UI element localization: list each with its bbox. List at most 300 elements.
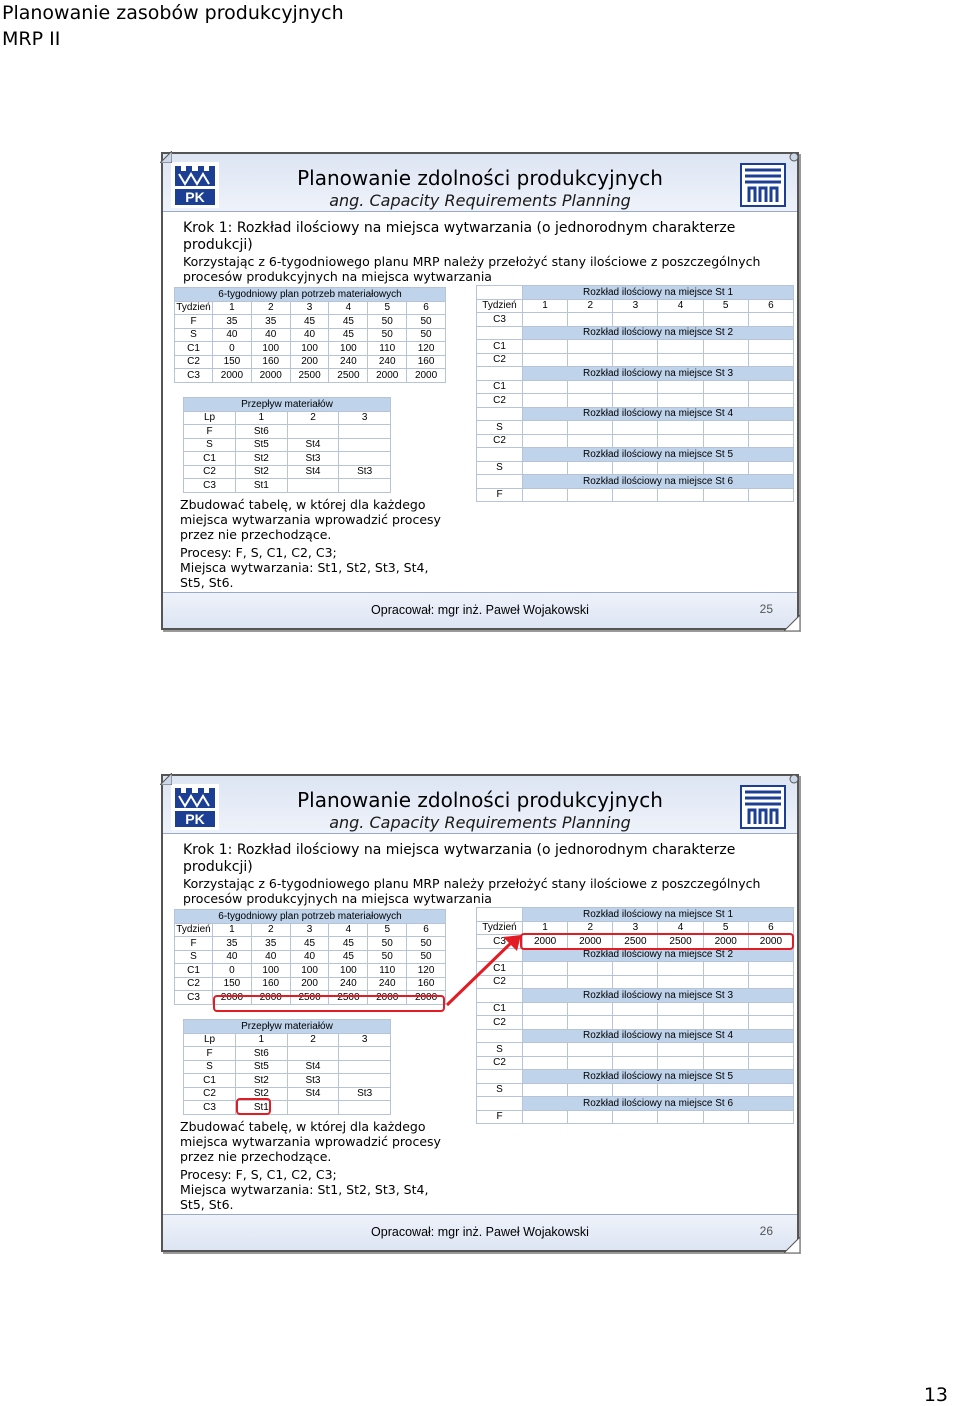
plan-header-cell: 4 (329, 923, 368, 937)
empty-cell (477, 407, 523, 421)
plan-cell: 50 (407, 937, 446, 951)
table-row (175, 937, 446, 951)
plan-cell: C1 (175, 964, 213, 978)
flow-cell: St2 (236, 465, 288, 479)
distribution-cell (613, 1002, 658, 1016)
slide (161, 774, 799, 1252)
distribution-cell (658, 1002, 703, 1016)
flow-header-cell: Lp (184, 1033, 236, 1047)
material-flow-caption: Przepływ materiałów (184, 1020, 391, 1034)
distribution-cell: 2000 (523, 935, 568, 949)
process-label: F (477, 1110, 523, 1124)
plan-cell: 35 (213, 937, 252, 951)
process-label: C2 (477, 1016, 523, 1030)
slide-title: Planowanie zdolności produkcyjnych (297, 166, 663, 190)
distribution-cell (613, 340, 658, 354)
flow-header-cell: 2 (287, 411, 339, 425)
flow-cell: S (184, 438, 236, 452)
table-row (477, 313, 794, 327)
plan-cell: 35 (251, 315, 290, 329)
plan-cell: 240 (368, 355, 407, 369)
build-instruction: Zbudować tabelę, w której dla każdego miejsca wytwarzania wprowadzić procesy przez nie przechodzące. (180, 497, 441, 542)
material-flow-table (183, 397, 391, 493)
corner-fold-icon (160, 151, 172, 163)
flow-cell (339, 479, 391, 493)
flow-cell (287, 1101, 339, 1115)
corner-fold-icon (160, 773, 172, 785)
distribution-cell (748, 1043, 793, 1057)
plan-cell: 150 (213, 355, 252, 369)
table-row (175, 977, 446, 991)
distribution-cell (748, 1002, 793, 1016)
empty-cell (477, 367, 523, 381)
plan-header-cell: 6 (407, 923, 446, 937)
table-row (175, 355, 446, 369)
plan-cell: F (175, 315, 213, 329)
flow-cell: C1 (184, 1074, 236, 1088)
distribution-cell (568, 1110, 613, 1124)
distribution-header-cell: 3 (613, 921, 658, 935)
table-row (184, 1087, 391, 1101)
workplaces-line: Miejsca wytwarzania: St1, St2, St3, St4, St5, St6. (180, 560, 429, 590)
material-flow-caption: Przepływ materiałów (184, 398, 391, 412)
corner-fold-icon (784, 1237, 800, 1253)
distribution-cell (523, 353, 568, 367)
processes-line: Procesy: F, S, C1, C2, C3; (180, 1167, 337, 1182)
plan-cell: S (175, 328, 213, 342)
distribution-cell (658, 1016, 703, 1030)
distribution-cell (613, 1110, 658, 1124)
flow-cell: C1 (184, 452, 236, 466)
distribution-cell (568, 975, 613, 989)
plan-cell: 50 (407, 328, 446, 342)
plan-cell: 35 (213, 315, 252, 329)
plan-cell: C3 (175, 991, 213, 1005)
distribution-cell (523, 488, 568, 502)
plan-cell: 45 (329, 315, 368, 329)
corner-fold-icon (784, 615, 800, 631)
distribution-cell (703, 313, 748, 327)
plan-cell: 100 (251, 964, 290, 978)
plan-cell: 40 (251, 950, 290, 964)
distribution-cell (613, 488, 658, 502)
distribution-cell (523, 1083, 568, 1097)
flow-cell (339, 452, 391, 466)
distribution-header-cell: Tydzień (477, 299, 523, 313)
flow-cell: St4 (287, 465, 339, 479)
distribution-cell: 2000 (748, 935, 793, 949)
distribution-caption: Rozkład ilościowy na miejsce St 1 (523, 908, 794, 922)
flow-cell: St4 (287, 1087, 339, 1101)
flow-cell: St2 (236, 1087, 288, 1101)
plan-cell: 0 (213, 964, 252, 978)
plan-cell: 100 (251, 342, 290, 356)
plan-cell: 40 (213, 950, 252, 964)
distribution-cell: 2500 (658, 935, 703, 949)
table-row (477, 461, 794, 475)
distribution-cell (658, 1110, 703, 1124)
distribution-cell (748, 434, 793, 448)
distribution-cell (658, 962, 703, 976)
distribution-table (476, 285, 794, 502)
flow-cell (339, 1060, 391, 1074)
distribution-cell (658, 380, 703, 394)
plan-cell: 2500 (290, 991, 329, 1005)
distribution-header-cell: 2 (568, 299, 613, 313)
processes-text (180, 1167, 450, 1212)
distribution-header-cell: 6 (748, 299, 793, 313)
distribution-caption: Rozkład ilościowy na miejsce St 4 (523, 1029, 794, 1043)
distribution-header-cell: 1 (523, 299, 568, 313)
table-row (477, 1110, 794, 1124)
plan-cell: 50 (368, 937, 407, 951)
plan-cell: 2500 (290, 369, 329, 383)
distribution-caption: Rozkład ilościowy na miejsce St 5 (523, 448, 794, 462)
process-label: C1 (477, 1002, 523, 1016)
distribution-header-cell: 6 (748, 921, 793, 935)
plan-cell: 240 (329, 977, 368, 991)
plan-header-cell: 1 (213, 923, 252, 937)
flow-cell: C2 (184, 465, 236, 479)
flow-header-cell: 3 (339, 1033, 391, 1047)
plan-cell: 45 (290, 937, 329, 951)
distribution-cell (523, 1056, 568, 1070)
processes-text (180, 545, 450, 590)
flow-cell: St3 (339, 465, 391, 479)
distribution-cell (658, 461, 703, 475)
flow-header-cell: 1 (236, 1033, 288, 1047)
plan-cell: 50 (407, 950, 446, 964)
empty-cell (477, 1070, 523, 1084)
faculty-logo-icon (739, 162, 787, 208)
distribution-cell (703, 1083, 748, 1097)
plan-cell: 2000 (213, 369, 252, 383)
flow-cell: St5 (236, 438, 288, 452)
flow-cell: St3 (339, 1087, 391, 1101)
distribution-cell (748, 975, 793, 989)
distribution-cell (613, 1056, 658, 1070)
distribution-cell (613, 975, 658, 989)
distribution-caption: Rozkład ilościowy na miejsce St 3 (523, 367, 794, 381)
distribution-cell (568, 461, 613, 475)
table-row (184, 465, 391, 479)
empty-cell (477, 1029, 523, 1043)
process-label: S (477, 421, 523, 435)
distribution-cell: 2000 (703, 935, 748, 949)
distribution-caption: Rozkład ilościowy na miejsce St 3 (523, 989, 794, 1003)
author-text: Opracował: mgr inż. Paweł Wojakowski (371, 603, 589, 617)
plan-cell: 110 (368, 342, 407, 356)
flow-cell (339, 1101, 391, 1115)
slide (161, 152, 799, 630)
distribution-cell (568, 1083, 613, 1097)
empty-cell (477, 286, 523, 300)
distribution-cell (658, 340, 703, 354)
plan-cell: 50 (407, 315, 446, 329)
process-label: C2 (477, 975, 523, 989)
plan-cell: 200 (290, 355, 329, 369)
plan-header-cell: 4 (329, 301, 368, 315)
distribution-cell: 2500 (613, 935, 658, 949)
plan-cell: 40 (290, 328, 329, 342)
distribution-cell (703, 1016, 748, 1030)
flow-cell: F (184, 425, 236, 439)
corner-fold-icon (788, 151, 800, 163)
plan-cell: 2500 (329, 991, 368, 1005)
flow-cell: St3 (287, 1074, 339, 1088)
plan-header-cell: 6 (407, 301, 446, 315)
step-description: Korzystając z 6-tygodniowego planu MRP należy przełożyć stany ilościowe z poszczególnych procesów produkcyjnych na miejsca wytwarzania (183, 876, 761, 906)
table-row (175, 964, 446, 978)
plan-header-cell: 1 (213, 301, 252, 315)
distribution-cell (523, 434, 568, 448)
table-row (184, 438, 391, 452)
distribution-cell (748, 1056, 793, 1070)
mrp-plan-caption: 6-tygodniowy plan potrzeb materiałowych (175, 910, 446, 924)
flow-cell: St2 (236, 452, 288, 466)
distribution-cell (703, 353, 748, 367)
plan-cell: 40 (251, 328, 290, 342)
table-row (477, 1016, 794, 1030)
distribution-header-cell: 1 (523, 921, 568, 935)
plan-cell: 160 (251, 355, 290, 369)
svg-text:PK: PK (185, 811, 205, 827)
process-label: S (477, 1083, 523, 1097)
distribution-cell (658, 1083, 703, 1097)
plan-header-cell: 3 (290, 923, 329, 937)
distribution-header-cell: 4 (658, 921, 703, 935)
distribution-cell (568, 1002, 613, 1016)
plan-cell: 2500 (329, 369, 368, 383)
st1-flow-highlight (236, 1098, 271, 1115)
distribution-cell (568, 421, 613, 435)
plan-header-cell: 2 (251, 301, 290, 315)
distribution-cell (613, 962, 658, 976)
distribution-cell (703, 461, 748, 475)
corner-fold-icon (788, 773, 800, 785)
distribution-cell (613, 1083, 658, 1097)
distribution-cell (658, 353, 703, 367)
mrp-plan-caption: 6-tygodniowy plan potrzeb materiałowych (175, 288, 446, 302)
table-row (477, 488, 794, 502)
flow-cell: St1 (236, 479, 288, 493)
plan-cell: 45 (329, 937, 368, 951)
flow-cell: F (184, 1047, 236, 1061)
flow-cell (287, 479, 339, 493)
table-row (184, 479, 391, 493)
plan-cell: 2000 (251, 991, 290, 1005)
table-row (477, 434, 794, 448)
plan-cell: C3 (175, 369, 213, 383)
process-label: S (477, 1043, 523, 1057)
plan-cell: C2 (175, 355, 213, 369)
distribution-cell (748, 1083, 793, 1097)
plan-cell: 2000 (251, 369, 290, 383)
plan-cell: 100 (290, 342, 329, 356)
plan-cell: 160 (407, 977, 446, 991)
document-title (2, 0, 344, 52)
distribution-cell (748, 421, 793, 435)
build-instruction: Zbudować tabelę, w której dla każdego miejsca wytwarzania wprowadzić procesy przez nie przechodzące. (180, 1119, 441, 1164)
process-label: C2 (477, 394, 523, 408)
distribution-cell (568, 1043, 613, 1057)
distribution-cell (703, 421, 748, 435)
step-heading: Krok 1: Rozkład ilościowy na miejsca wytwarzania (o jednorodnym charakterze produkcji) (183, 220, 736, 253)
page-number: 13 (923, 1384, 948, 1406)
table-row (477, 1043, 794, 1057)
slide-footer (163, 1214, 797, 1250)
plan-cell: 160 (251, 977, 290, 991)
table-row (175, 342, 446, 356)
table-row (477, 380, 794, 394)
distribution-header-cell: 4 (658, 299, 703, 313)
distribution-cell (568, 380, 613, 394)
flow-cell: S (184, 1060, 236, 1074)
distribution-cell (703, 488, 748, 502)
plan-cell: 50 (368, 328, 407, 342)
distribution-cell (658, 1043, 703, 1057)
distribution-caption: Rozkład ilościowy na miejsce St 6 (523, 1097, 794, 1111)
distribution-cell (703, 434, 748, 448)
distribution-cell (703, 962, 748, 976)
flow-cell: St2 (236, 1074, 288, 1088)
distribution-cell (748, 962, 793, 976)
distribution-cell (658, 488, 703, 502)
table-row (175, 369, 446, 383)
distribution-caption: Rozkład ilościowy na miejsce St 5 (523, 1070, 794, 1084)
table-row (184, 1074, 391, 1088)
distribution-cell (568, 340, 613, 354)
processes-line: Procesy: F, S, C1, C2, C3; (180, 545, 337, 560)
distribution-cell (748, 461, 793, 475)
distribution-cell (748, 340, 793, 354)
distribution-cell (613, 353, 658, 367)
flow-header-cell: Lp (184, 411, 236, 425)
distribution-cell (703, 1043, 748, 1057)
table-row (477, 421, 794, 435)
process-label: C3 (477, 935, 523, 949)
process-label: C1 (477, 380, 523, 394)
st1-c3-highlight (520, 933, 794, 950)
distribution-cell (568, 1056, 613, 1070)
distribution-cell (703, 340, 748, 354)
plan-cell: 2000 (213, 991, 252, 1005)
plan-cell: F (175, 937, 213, 951)
plan-cell: S (175, 950, 213, 964)
flow-cell (339, 425, 391, 439)
slide-subtitle: ang. Capacity Requirements Planning (329, 191, 631, 210)
table-row (477, 1083, 794, 1097)
table-row (184, 452, 391, 466)
flow-cell: St4 (287, 438, 339, 452)
plan-cell: 100 (329, 964, 368, 978)
distribution-cell (613, 313, 658, 327)
plan-header-cell: 5 (368, 923, 407, 937)
distribution-cell (523, 313, 568, 327)
flow-header-cell: 1 (236, 411, 288, 425)
flow-cell: C3 (184, 1101, 236, 1115)
flow-cell: St1 (236, 1101, 288, 1115)
flow-cell: St4 (287, 1060, 339, 1074)
table-row (184, 1047, 391, 1061)
distribution-cell (613, 461, 658, 475)
process-label: C1 (477, 340, 523, 354)
distribution-cell (658, 421, 703, 435)
table-row (175, 950, 446, 964)
distribution-cell (748, 1110, 793, 1124)
process-label: C1 (477, 962, 523, 976)
distribution-cell (568, 434, 613, 448)
plan-cell: 40 (213, 328, 252, 342)
distribution-cell (658, 1056, 703, 1070)
flow-cell: St5 (236, 1060, 288, 1074)
distribution-cell (658, 394, 703, 408)
process-label: S (477, 461, 523, 475)
distribution-cell (703, 975, 748, 989)
distribution-cell (658, 313, 703, 327)
distribution-cell (613, 1016, 658, 1030)
empty-cell (477, 1097, 523, 1111)
step-description: Korzystając z 6-tygodniowego planu MRP należy przełożyć stany ilościowe z poszczególnych procesów produkcyjnych na miejsca wytwarzania (183, 254, 761, 284)
c3-plan-highlight (213, 995, 445, 1012)
distribution-cell (523, 1110, 568, 1124)
slide-number: 25 (759, 602, 773, 616)
process-label: C3 (477, 313, 523, 327)
table-row (175, 315, 446, 329)
empty-cell (477, 908, 523, 922)
plan-cell: 50 (368, 950, 407, 964)
distribution-caption: Rozkład ilościowy na miejsce St 6 (523, 475, 794, 489)
author-text: Opracował: mgr inż. Paweł Wojakowski (371, 1225, 589, 1239)
plan-header-cell: Tydzień (176, 302, 211, 314)
flow-cell (287, 1047, 339, 1061)
plan-cell: 2000 (368, 991, 407, 1005)
material-flow-table (183, 1019, 391, 1115)
flow-header-cell: 3 (339, 411, 391, 425)
workplaces-line: Miejsca wytwarzania: St1, St2, St3, St4, St5, St6. (180, 1182, 429, 1212)
distribution-cell (613, 394, 658, 408)
plan-cell: 2000 (368, 369, 407, 383)
slide-title: Planowanie zdolności produkcyjnych (297, 788, 663, 812)
distribution-cell (703, 380, 748, 394)
distribution-header-cell: Tydzień (477, 921, 523, 935)
faculty-logo-icon (739, 784, 787, 830)
distribution-caption: Rozkład ilościowy na miejsce St 2 (523, 326, 794, 340)
empty-cell (477, 448, 523, 462)
plan-cell: 100 (329, 342, 368, 356)
empty-cell (477, 475, 523, 489)
flow-cell: C3 (184, 479, 236, 493)
slide-header (163, 776, 797, 834)
plan-cell: 45 (290, 315, 329, 329)
distribution-cell (523, 1016, 568, 1030)
distribution-cell (748, 353, 793, 367)
plan-cell: 40 (290, 950, 329, 964)
plan-header-cell: 5 (368, 301, 407, 315)
plan-cell: 160 (407, 355, 446, 369)
plan-cell: 120 (407, 342, 446, 356)
distribution-cell (568, 962, 613, 976)
plan-cell: 110 (368, 964, 407, 978)
plan-cell: 200 (290, 977, 329, 991)
flow-cell (339, 1074, 391, 1088)
distribution-cell (613, 434, 658, 448)
plan-cell: 2000 (407, 991, 446, 1005)
flow-cell: St6 (236, 425, 288, 439)
distribution-cell (568, 488, 613, 502)
flow-cell (339, 1047, 391, 1061)
distribution-cell (613, 380, 658, 394)
